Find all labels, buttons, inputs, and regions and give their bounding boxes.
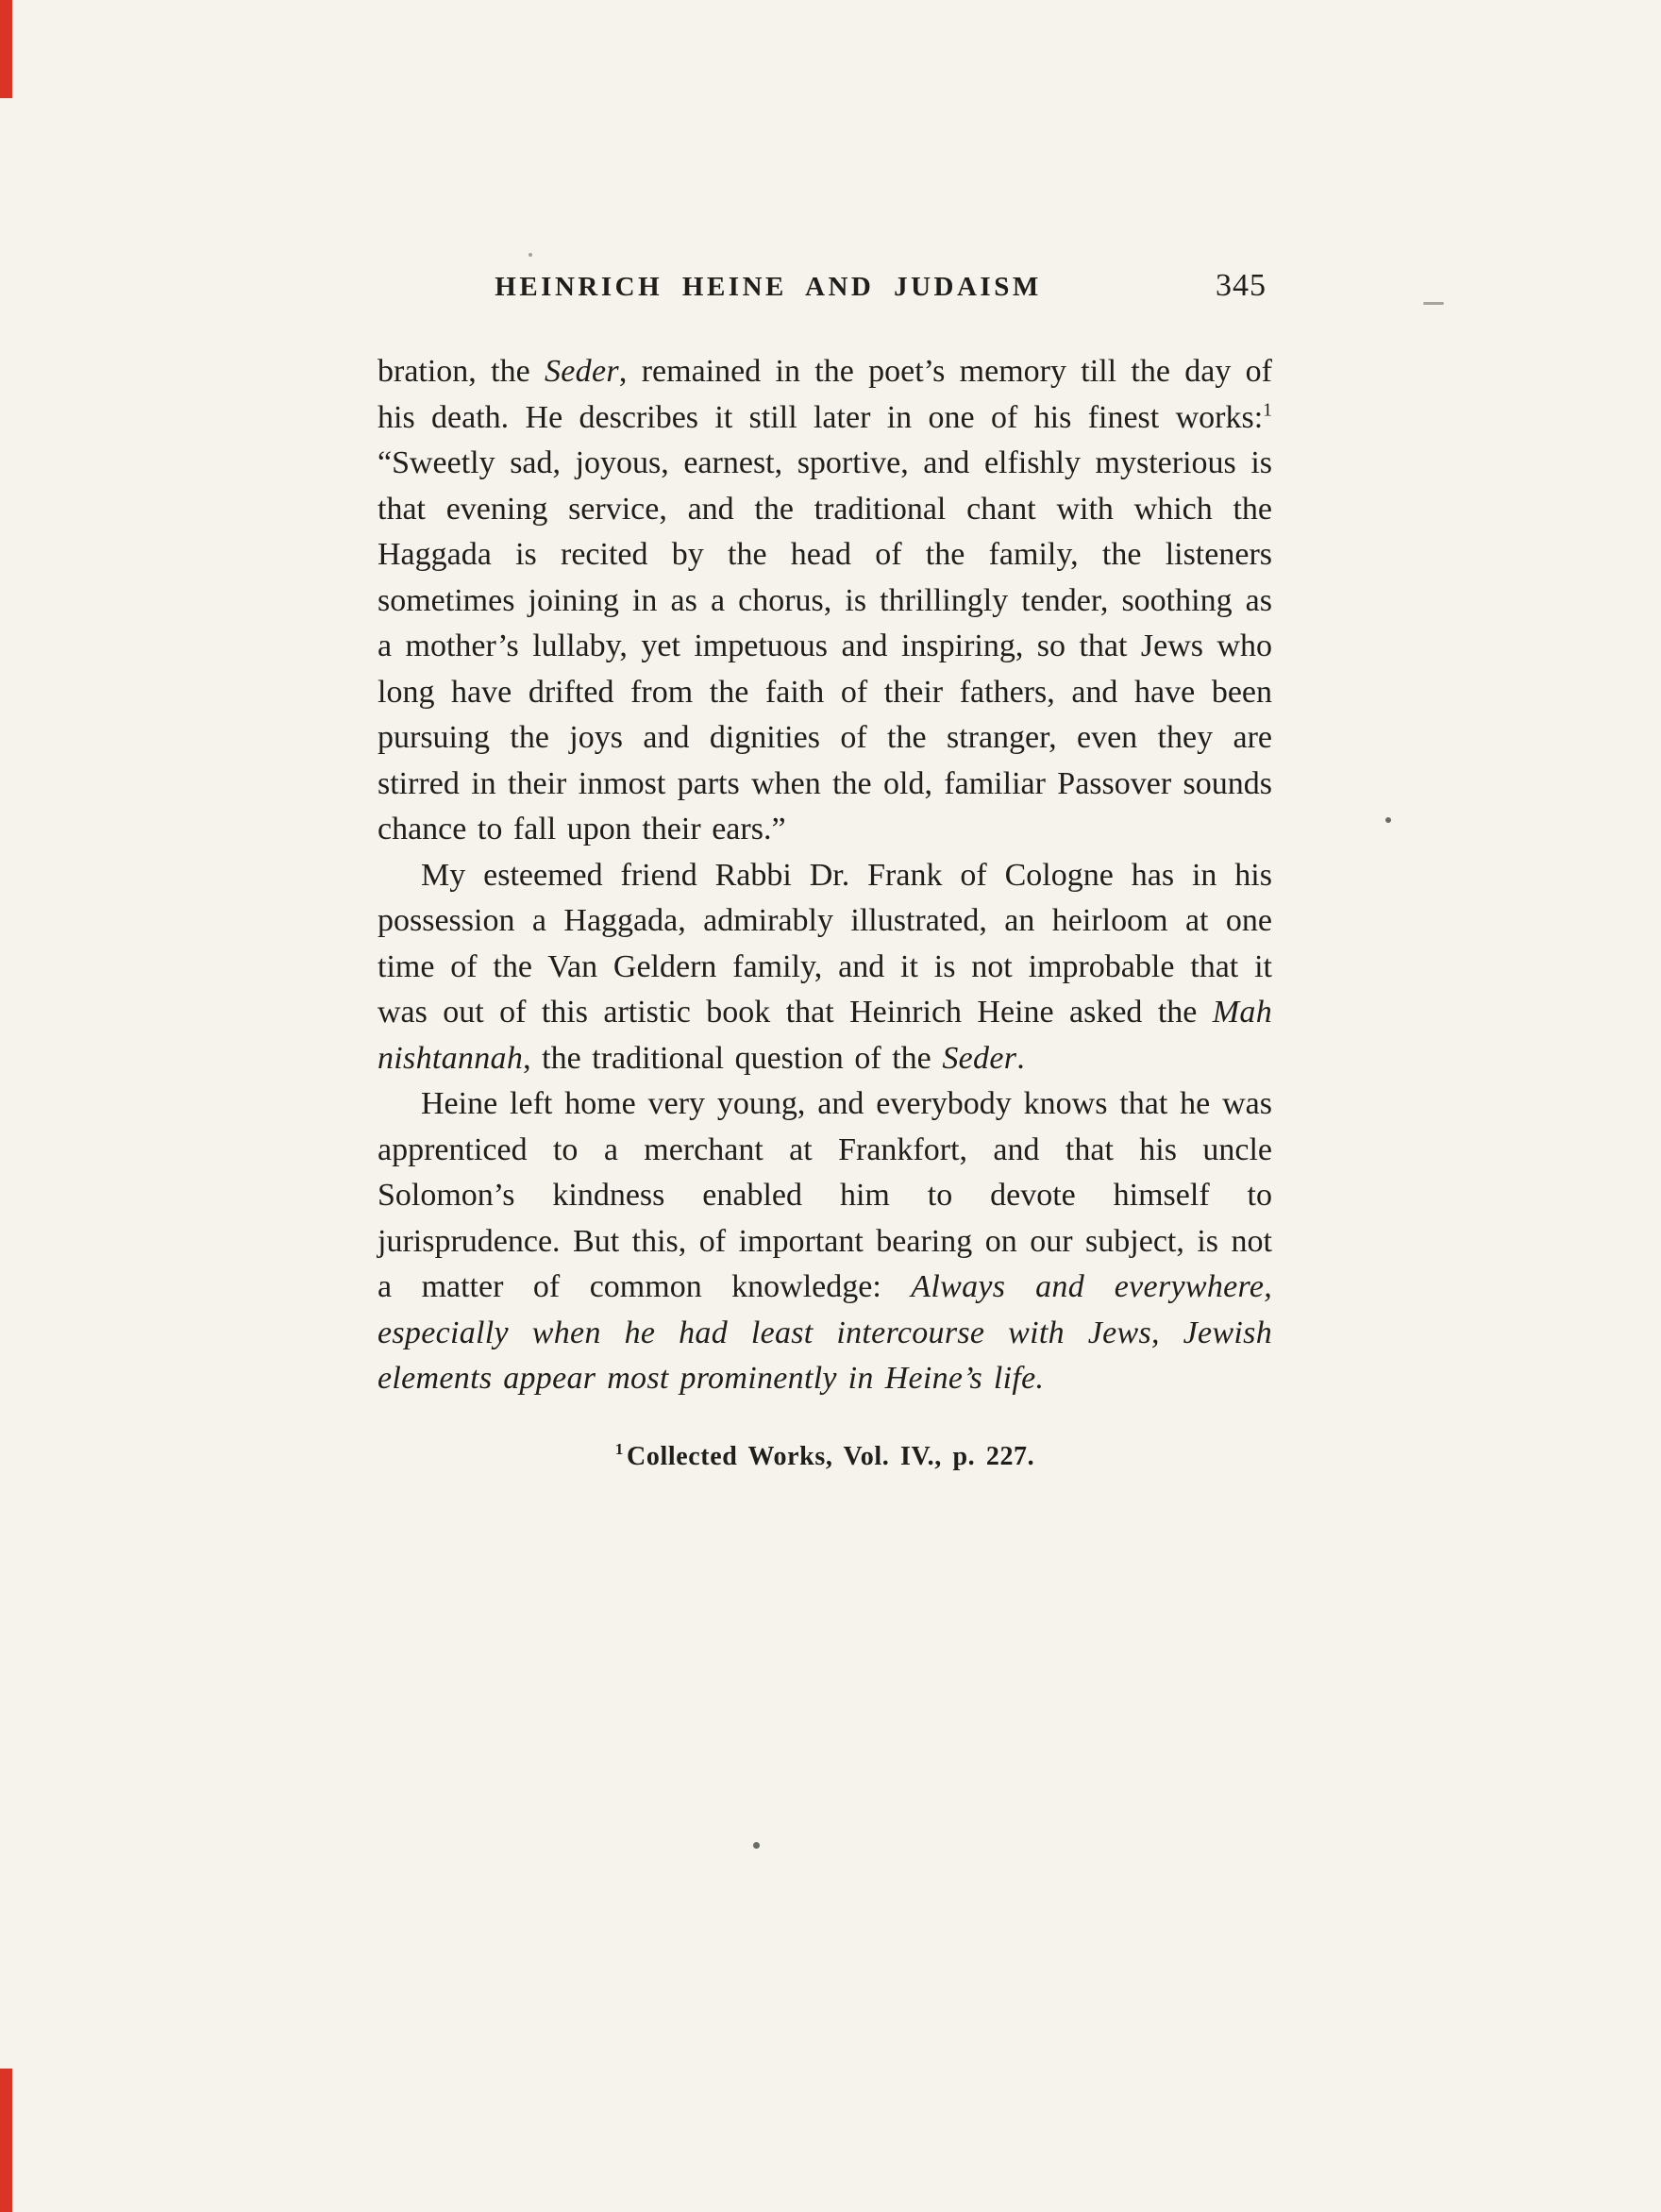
text-block (378, 268, 1273, 1472)
text-run: , the traditional question of the (523, 1040, 943, 1076)
text-run: “Sweetly sad, joyous, earnest, sportive, and elfishly mysterious is that evening service, and the traditional chant with which the Haggada is recited by the head of the family, the listeners sometimes joining in as a chorus, is thrillingly tender, soothing as a mother’s lullaby, yet impetuous and inspiring, so that Jews who long have drifted from the faith of their fathers, and have been pursuing the joys and dignities of the stranger, even they are stirred in their inmost parts when the old, familiar Passover sounds chance to fall upon their ears.” (378, 445, 1272, 846)
text-run: Heine left home very young, and everybody knows that he was apprenticed to a merchant at Frankfort, and that his uncle Solomon’s kindness enabled him to devote himself to jurisprudence. But this, of important bearing on our subject, is not a matter of common knowledge: (378, 1086, 1272, 1304)
text-run: , remained in the poet’s memory till the day of his death. He describes it still later in one of his finest works: (378, 354, 1272, 435)
italic-run: Mah nishtannah (378, 995, 1272, 1076)
italic-run: Always and everywhere, especially when he had least intercourse with Jews, Jewish elements appear most prominently in Heine’s life. (378, 1269, 1273, 1396)
running-header (378, 268, 1272, 325)
scan-speck (528, 253, 532, 257)
paragraph (378, 1081, 1272, 1402)
scan-speck (1423, 302, 1444, 305)
page-body (378, 349, 1272, 1402)
scan-edge-red-bottom (0, 2069, 12, 2212)
page-number: 345 (1216, 268, 1267, 303)
text-run: . (1016, 1040, 1025, 1076)
italic-run: Seder (942, 1040, 1017, 1076)
paragraph (378, 853, 1272, 1082)
footnote-marker: 1 (614, 1440, 625, 1459)
footnote-text: Collected Works, Vol. IV., p. 227. (627, 1441, 1035, 1471)
italic-run: Seder (544, 354, 619, 389)
footnote (378, 1442, 1272, 1472)
footnote-reference: 1 (1263, 399, 1272, 421)
scan-speck (753, 1842, 760, 1849)
text-run: bration, the (378, 354, 545, 389)
running-header-title: HEINRICH HEINE AND JUDAISM (495, 272, 1042, 302)
scan-edge-red-top (0, 0, 12, 98)
text-run: My esteemed friend Rabbi Dr. Frank of Cologne has in his possession a Haggada, admirably illustrated, an heirloom at one time of the Van Geldern family, and it is not improbable that it was out of this artistic book that Heinrich Heine asked the (378, 857, 1272, 1030)
scan-speck (1385, 817, 1391, 823)
paragraph (378, 349, 1272, 853)
